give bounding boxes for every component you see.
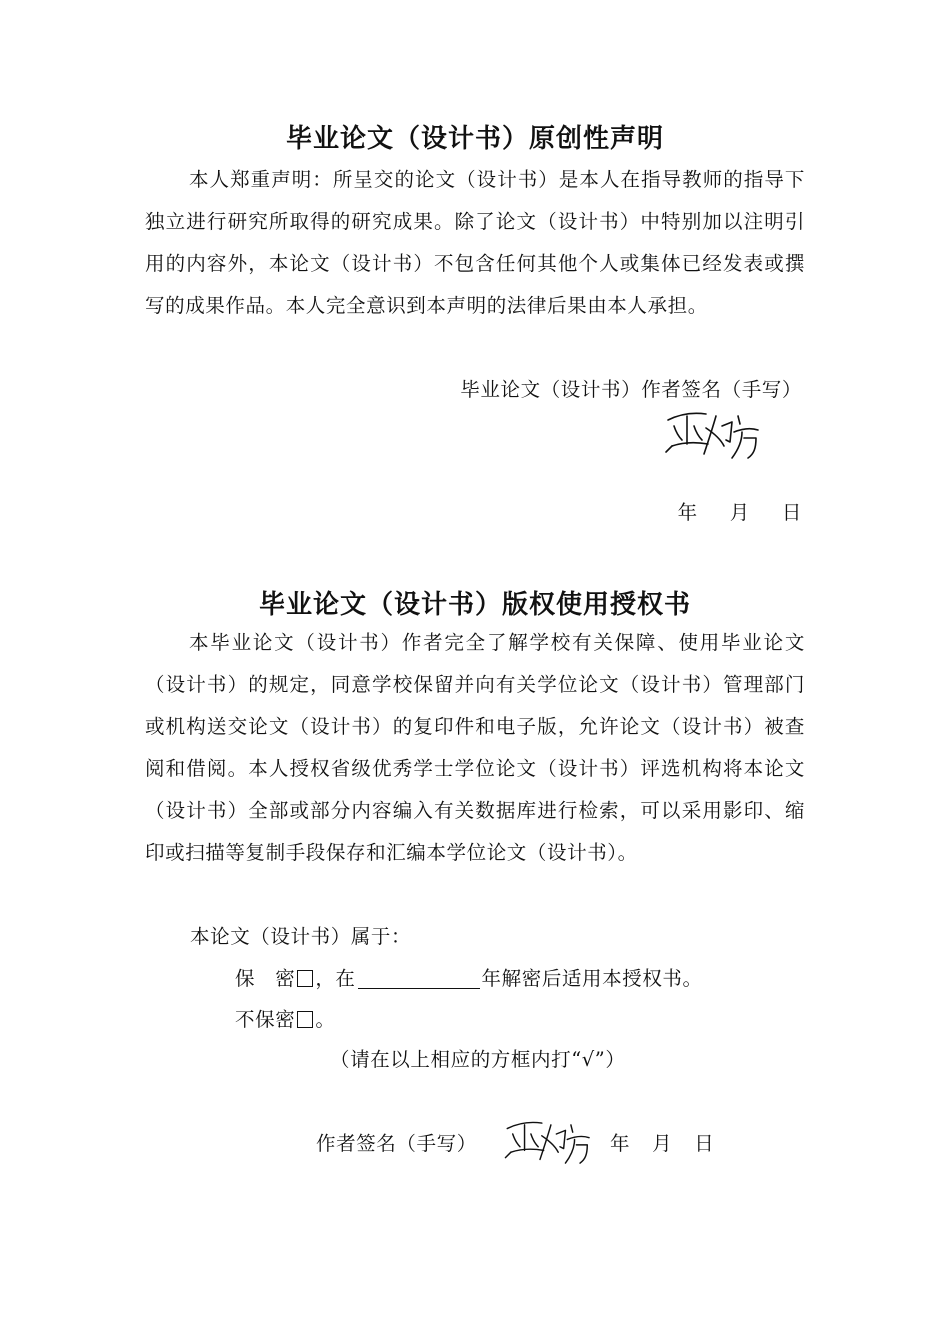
authorization-signature-label: 作者签名（手写） (316, 1132, 477, 1155)
authorization-body: 本毕业论文（设计书）作者完全了解学校有关保障、使用毕业论文（设计书）的规定，同意学校保留并向有关学位论文（设计书）管理部门或机构送交论文（设计书）的复印件和电子版，允许论文（设计书）被查阅和借阅。本人授权省级优秀学士学位论文（设计书）评选机构将本论文（设计书）全部或部分内容编入有关数据库进行检索，可以采用影印、缩印或扫描等复制手段保存和汇编本学位论文（设计书）。 (145, 631, 805, 864)
belongs-label: 本论文（设计书）属于： (190, 925, 412, 948)
day-label: 日 (694, 1132, 715, 1155)
authorization-date-line (610, 1128, 714, 1156)
year-label: 年 (610, 1132, 631, 1155)
confidential-middle-text: ，在 (315, 967, 356, 990)
non-confidential-checkbox[interactable] (297, 1011, 313, 1028)
originality-signature-label: 毕业论文（设计书）作者签名（手写） (460, 378, 802, 401)
originality-body: 本人郑重声明：所呈交的论文（设计书）是本人在指导教师的指导下独立进行研究所取得的研究成果。除了论文（设计书）中特别加以注明引用的内容外，本论文（设计书）不包含任何其他个人或集体已经发表或撰写的成果作品。本人完全意识到本声明的法律后果由本人承担。 (145, 168, 805, 317)
handwritten-signature-2 (500, 1108, 600, 1180)
declassify-year-blank[interactable] (358, 968, 480, 989)
originality-date-line (678, 497, 802, 525)
confidential-checkbox[interactable] (297, 970, 313, 987)
non-confidential-option (235, 1004, 335, 1032)
originality-title: 毕业论文（设计书）原创性声明 (285, 124, 664, 154)
handwritten-signature-1 (660, 402, 770, 472)
day-label: 日 (781, 501, 802, 524)
checkbox-instruction: （请在以上相应的方框内打“√”） (330, 1048, 626, 1071)
month-label: 月 (729, 501, 750, 524)
authorization-title: 毕业论文（设计书）版权使用授权书 (258, 590, 691, 620)
confidential-suffix-text: 年解密后适用本授权书。 (481, 967, 703, 990)
confidential-label: 保 密 (235, 967, 296, 990)
non-confidential-label: 不保密 (235, 1008, 296, 1031)
year-label: 年 (677, 501, 698, 524)
non-confidential-suffix-text: 。 (315, 1008, 336, 1031)
confidential-option (235, 963, 703, 991)
month-label: 月 (652, 1132, 673, 1155)
